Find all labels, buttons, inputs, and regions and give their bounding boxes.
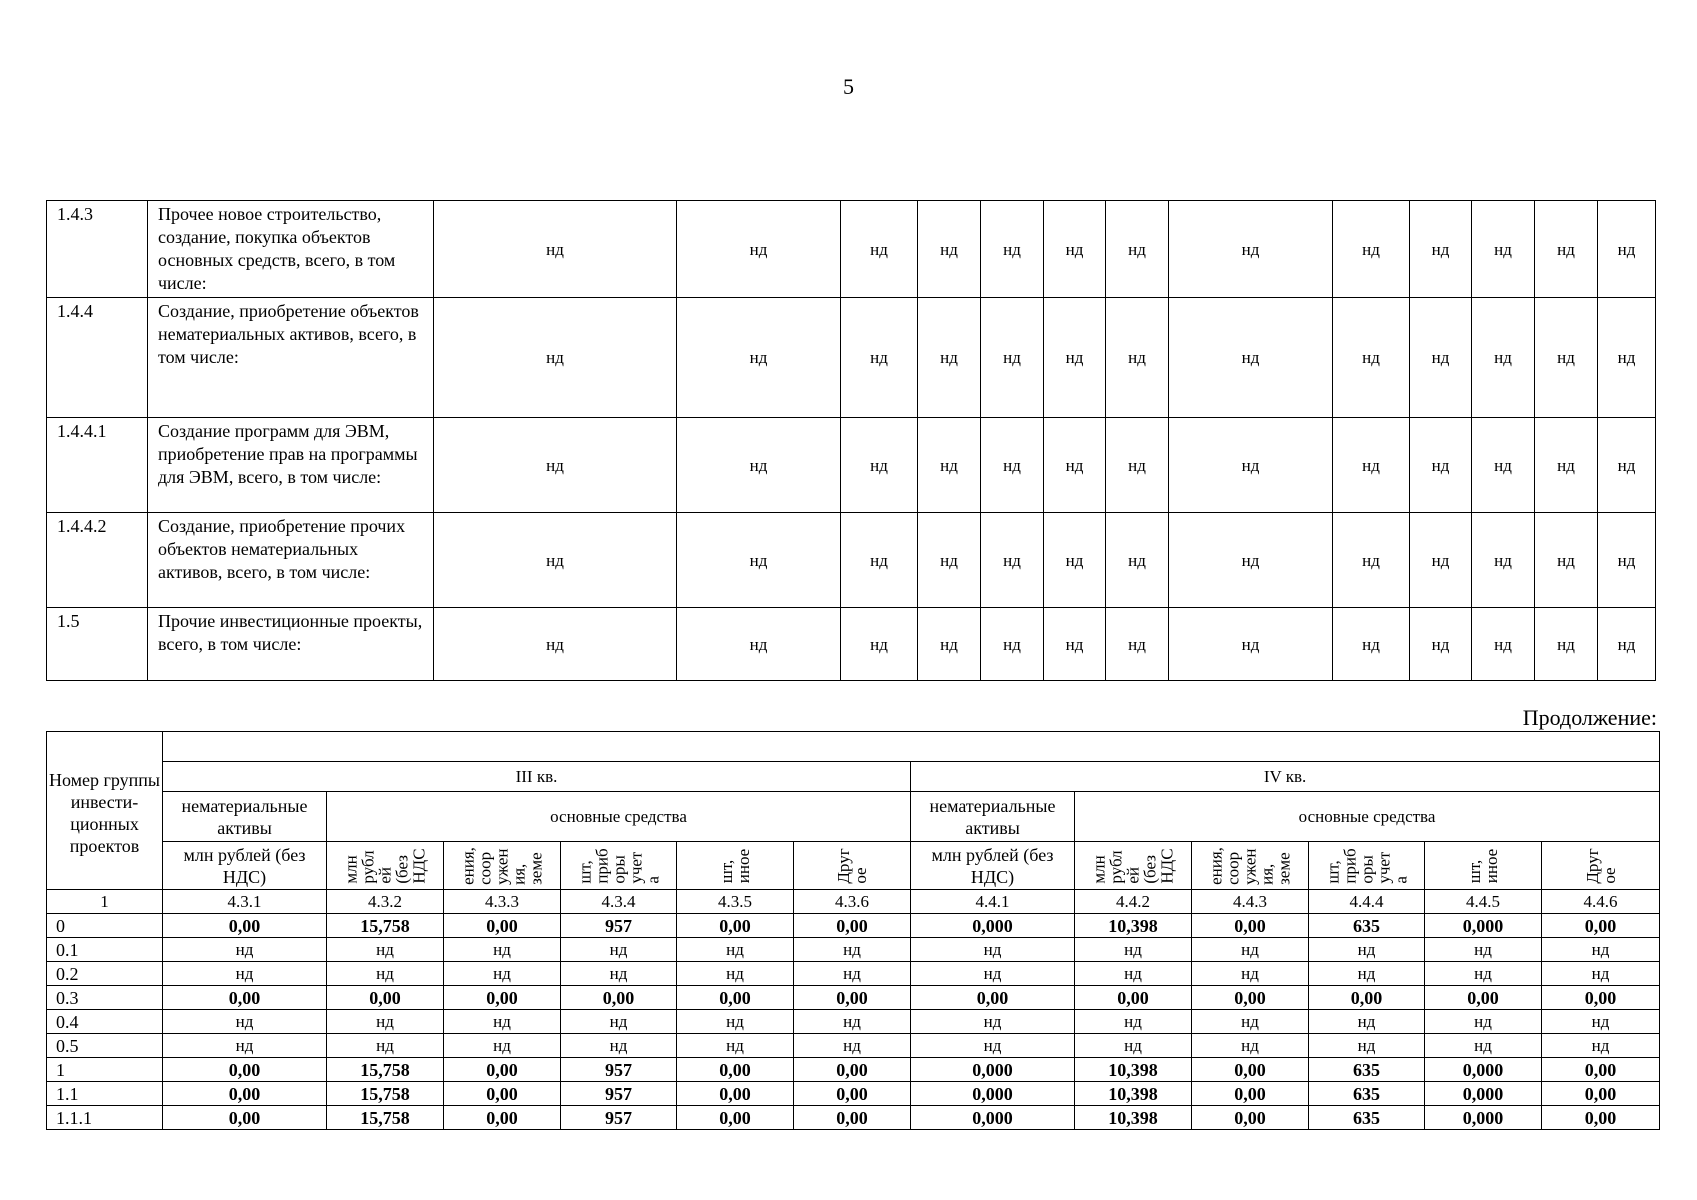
row-code: 0.1: [47, 938, 163, 962]
table-cell: нд: [1472, 201, 1535, 298]
rotated-column-header: [1309, 842, 1425, 890]
table-cell: нд: [327, 938, 444, 962]
table-cell: 635: [1309, 1082, 1425, 1106]
row-code: 1.1: [47, 1082, 163, 1106]
table-cell: 0,00: [677, 1058, 794, 1082]
row-code: 1: [47, 1058, 163, 1082]
column-number: 4.4.1: [911, 890, 1075, 914]
table-cell: нд: [794, 962, 911, 986]
table-cell: нд: [1044, 513, 1106, 608]
table-cell: нд: [434, 418, 677, 513]
group-number-header: Номер группы инвести-ционных проектов: [47, 732, 163, 890]
table-cell: 10,398: [1075, 914, 1192, 938]
row-code: 1.4.4: [47, 298, 148, 418]
table-cell: 0,00: [1542, 986, 1660, 1010]
column-number: 4.4.4: [1309, 890, 1425, 914]
row-description: Создание, приобретение прочих объектов нематериальных активов, всего, в том числе:: [148, 513, 434, 608]
table-cell: 0,000: [1425, 1106, 1542, 1130]
rotated-header-text: Друг ое: [1582, 847, 1619, 884]
table-cell: нд: [677, 418, 841, 513]
table-cell: 0,00: [794, 914, 911, 938]
table-cell: нд: [1192, 1010, 1309, 1034]
table-cell: нд: [1425, 962, 1542, 986]
table-cell: нд: [1075, 938, 1192, 962]
row-description: Создание программ для ЭВМ, приобретение прав на программы для ЭВМ, всего, в том числе:: [148, 418, 434, 513]
table-cell: 0,000: [1425, 914, 1542, 938]
intangible-assets-header-iii: нематериальные активы: [163, 792, 327, 842]
intangible-assets-header-iv: нематериальные активы: [911, 792, 1075, 842]
table-cell: нд: [444, 962, 561, 986]
table-cell: 0,000: [911, 1058, 1075, 1082]
table-cell: нд: [1425, 1010, 1542, 1034]
table-cell: нд: [1309, 962, 1425, 986]
table-cell: нд: [1075, 1010, 1192, 1034]
table-cell: 0,00: [677, 986, 794, 1010]
table-cell: нд: [163, 1010, 327, 1034]
fixed-assets-header-iii: основные средства: [327, 792, 911, 842]
table-cell: нд: [1535, 298, 1598, 418]
table-cell: нд: [561, 1034, 677, 1058]
table-cell: 0,00: [794, 986, 911, 1010]
table-cell: нд: [1472, 513, 1535, 608]
rotated-header-text: Друг ое: [834, 847, 870, 884]
table-cell: 0,00: [163, 1058, 327, 1082]
table-cell: нд: [911, 1010, 1075, 1034]
table-cell: нд: [841, 418, 918, 513]
column-number: 4.4.2: [1075, 890, 1192, 914]
table-cell: 0,000: [1425, 1058, 1542, 1082]
table-row: [47, 201, 1656, 298]
row-code: 0.5: [47, 1034, 163, 1058]
table-cell: нд: [1075, 962, 1192, 986]
table-cell: нд: [911, 938, 1075, 962]
unit-header-iv: млн рублей (без НДС): [911, 842, 1075, 890]
column-number: 4.4.3: [1192, 890, 1309, 914]
table-cell: нд: [1169, 608, 1333, 681]
rotated-column-header: [1075, 842, 1192, 890]
table-row: [47, 1058, 1660, 1082]
table-cell: нд: [841, 608, 918, 681]
table-cell: нд: [1106, 513, 1169, 608]
table-cell: 0,00: [1425, 986, 1542, 1010]
table-cell: нд: [1106, 298, 1169, 418]
table-cell: нд: [327, 1034, 444, 1058]
table-cell: 15,758: [327, 1106, 444, 1130]
fixed-assets-header-iv: основные средства: [1075, 792, 1660, 842]
table-cell: нд: [444, 938, 561, 962]
table-cell: нд: [1333, 418, 1410, 513]
table-cell: нд: [1309, 1034, 1425, 1058]
table-cell: нд: [841, 298, 918, 418]
investment-projects-table-top: [46, 200, 1656, 681]
table-cell: нд: [1410, 201, 1472, 298]
table-cell: 0,00: [1542, 1058, 1660, 1082]
table-cell: нд: [1598, 298, 1656, 418]
rotated-column-header: [1425, 842, 1542, 890]
table-cell: 0,00: [1542, 1082, 1660, 1106]
table-cell: нд: [1535, 418, 1598, 513]
table-cell: нд: [1333, 513, 1410, 608]
column-number: 4.3.4: [561, 890, 677, 914]
table-cell: нд: [1169, 513, 1333, 608]
table-cell: нд: [677, 201, 841, 298]
table-cell: нд: [841, 201, 918, 298]
table-cell: нд: [1542, 1034, 1660, 1058]
table-cell: 0,000: [911, 1106, 1075, 1130]
table-cell: нд: [981, 608, 1044, 681]
rotated-column-header: [677, 842, 794, 890]
table-cell: 0,00: [444, 1106, 561, 1130]
table-cell: нд: [434, 608, 677, 681]
table-cell: 0,00: [163, 1106, 327, 1130]
table-cell: 0,00: [677, 1082, 794, 1106]
row-code: 1.1.1: [47, 1106, 163, 1130]
table-cell: 0,00: [1192, 1106, 1309, 1130]
table-cell: 0,00: [1075, 986, 1192, 1010]
table-cell: нд: [434, 201, 677, 298]
table-cell: нд: [434, 513, 677, 608]
table-cell: нд: [561, 1010, 677, 1034]
table-cell: 957: [561, 914, 677, 938]
rotated-header-text: шт, иное: [717, 848, 753, 883]
table-cell: нд: [444, 1034, 561, 1058]
table-cell: нд: [1410, 298, 1472, 418]
table-cell: нд: [434, 298, 677, 418]
table-cell: нд: [327, 1010, 444, 1034]
page-number: 5: [843, 74, 854, 99]
table-cell: 635: [1309, 914, 1425, 938]
rotated-header-text: ения, соор ужен ия, земе: [458, 846, 546, 885]
table-cell: нд: [1106, 608, 1169, 681]
table-cell: нд: [677, 962, 794, 986]
table-cell: нд: [1075, 1034, 1192, 1058]
table-cell: 15,758: [327, 914, 444, 938]
table-row: [47, 914, 1660, 938]
table-cell: 0,00: [444, 1082, 561, 1106]
column-number: 4.3.2: [327, 890, 444, 914]
table-cell: нд: [1192, 1034, 1309, 1058]
table-cell: нд: [1542, 962, 1660, 986]
table-cell: нд: [1044, 298, 1106, 418]
table-cell: 0,00: [911, 986, 1075, 1010]
table-cell: нд: [561, 938, 677, 962]
table-cell: нд: [1598, 608, 1656, 681]
table-cell: нд: [677, 513, 841, 608]
table-cell: нд: [163, 962, 327, 986]
table-cell: нд: [918, 418, 981, 513]
table-row: [47, 418, 1656, 513]
table-cell: 0,00: [1192, 914, 1309, 938]
table-row: [47, 1082, 1660, 1106]
table-cell: нд: [918, 608, 981, 681]
table-row: [47, 1034, 1660, 1058]
column-number: 4.4.6: [1542, 890, 1660, 914]
table-row: [47, 986, 1660, 1010]
table-cell: нд: [1410, 513, 1472, 608]
row-code: 1.4.4.2: [47, 513, 148, 608]
row-description: Прочие инвестиционные проекты, всего, в том числе:: [148, 608, 434, 681]
table-row: [47, 298, 1656, 418]
table-cell: нд: [1333, 298, 1410, 418]
table-cell: нд: [1410, 608, 1472, 681]
table-cell: 10,398: [1075, 1106, 1192, 1130]
rotated-header-text: шт, приб оры учет а: [1323, 847, 1410, 884]
rotated-column-header: [1542, 842, 1660, 890]
table-cell: нд: [1333, 608, 1410, 681]
table-cell: нд: [1044, 608, 1106, 681]
rotated-header-text: млн рубл ей (без НДС: [341, 847, 429, 884]
table-cell: нд: [911, 1034, 1075, 1058]
rotated-header-text: млн рубл ей (без НДС: [1089, 847, 1177, 884]
table-cell: нд: [1425, 938, 1542, 962]
rotated-column-header: [1192, 842, 1309, 890]
rotated-header-text: ения, соор ужен ия, земе: [1206, 846, 1294, 885]
table-cell: нд: [1169, 418, 1333, 513]
table-cell: нд: [561, 962, 677, 986]
table-cell: 0,00: [794, 1106, 911, 1130]
table-cell: нд: [981, 201, 1044, 298]
table-cell: нд: [677, 938, 794, 962]
table-cell: 10,398: [1075, 1058, 1192, 1082]
table-cell: 0,000: [911, 914, 1075, 938]
table-cell: нд: [1598, 201, 1656, 298]
table-cell: 0,00: [1192, 986, 1309, 1010]
table-cell: нд: [1472, 298, 1535, 418]
row-code: 1.5: [47, 608, 148, 681]
table-cell: 0,000: [911, 1082, 1075, 1106]
table-cell: 0,00: [444, 986, 561, 1010]
table-cell: 0,00: [1192, 1082, 1309, 1106]
table-cell: нд: [1333, 201, 1410, 298]
table-cell: 15,758: [327, 1058, 444, 1082]
table-row: [47, 938, 1660, 962]
table-cell: 0,00: [561, 986, 677, 1010]
table-cell: нд: [1192, 962, 1309, 986]
table-cell: нд: [1542, 938, 1660, 962]
table-cell: 0,00: [794, 1058, 911, 1082]
row-code: 1.4.4.1: [47, 418, 148, 513]
table-cell: 0,00: [444, 914, 561, 938]
table-cell: нд: [1192, 938, 1309, 962]
table-cell: нд: [1169, 298, 1333, 418]
table-row: [47, 1106, 1660, 1130]
table-cell: нд: [918, 513, 981, 608]
table-cell: нд: [327, 962, 444, 986]
table-cell: нд: [677, 298, 841, 418]
table-cell: нд: [1044, 418, 1106, 513]
table-row: [47, 608, 1656, 681]
table-cell: 15,758: [327, 1082, 444, 1106]
table-cell: 0,00: [1192, 1058, 1309, 1082]
table-cell: нд: [1542, 1010, 1660, 1034]
table-cell: нд: [1535, 201, 1598, 298]
table-cell: 0,000: [1425, 1082, 1542, 1106]
table-cell: 0,00: [327, 986, 444, 1010]
table-cell: 0,00: [444, 1058, 561, 1082]
table-cell: 635: [1309, 1058, 1425, 1082]
table-cell: нд: [1472, 608, 1535, 681]
table-cell: 0,00: [1542, 914, 1660, 938]
table-cell: нд: [1535, 608, 1598, 681]
table-cell: 957: [561, 1058, 677, 1082]
rotated-header-text: шт, иное: [1465, 848, 1501, 883]
table-cell: 0,00: [163, 1082, 327, 1106]
table-cell: 0,00: [163, 986, 327, 1010]
row-code: 0.2: [47, 962, 163, 986]
table-cell: нд: [794, 1034, 911, 1058]
table-cell: нд: [1106, 201, 1169, 298]
column-number: 4.3.1: [163, 890, 327, 914]
row-code: 0.3: [47, 986, 163, 1010]
column-number: 1: [47, 890, 163, 914]
row-code: 0.4: [47, 1010, 163, 1034]
column-number: 4.4.5: [1425, 890, 1542, 914]
table-cell: нд: [911, 962, 1075, 986]
rotated-column-header: [561, 842, 677, 890]
table-cell: нд: [918, 201, 981, 298]
table-row: [47, 962, 1660, 986]
table-cell: 0,00: [1309, 986, 1425, 1010]
table-cell: 0,00: [677, 914, 794, 938]
table-cell: нд: [1410, 418, 1472, 513]
table-cell: 957: [561, 1082, 677, 1106]
row-description: Создание, приобретение объектов нематериальных активов, всего, в том числе:: [148, 298, 434, 418]
table-cell: нд: [1044, 201, 1106, 298]
table-cell: нд: [677, 1034, 794, 1058]
table-cell: нд: [1309, 938, 1425, 962]
table-cell: нд: [794, 1010, 911, 1034]
table-cell: нд: [981, 298, 1044, 418]
table-cell: нд: [163, 1034, 327, 1058]
row-code: 1.4.3: [47, 201, 148, 298]
table-cell: нд: [677, 608, 841, 681]
table-cell: 10,398: [1075, 1082, 1192, 1106]
continuation-label: Продолжение:: [1522, 705, 1657, 730]
table-cell: нд: [841, 513, 918, 608]
table-cell: нд: [163, 938, 327, 962]
table-cell: нд: [1425, 1034, 1542, 1058]
investment-projects-table-continuation: [46, 731, 1660, 1130]
table-cell: 0,00: [163, 914, 327, 938]
row-code: 0: [47, 914, 163, 938]
table-cell: нд: [1169, 201, 1333, 298]
header-blank-row: [163, 732, 1660, 762]
rotated-column-header: [794, 842, 911, 890]
table-cell: нд: [677, 1010, 794, 1034]
table-row: [47, 513, 1656, 608]
rotated-column-header: [444, 842, 561, 890]
table-cell: 0,00: [794, 1082, 911, 1106]
row-description: Прочее новое строительство, создание, покупка объектов основных средств, всего, в том числе:: [148, 201, 434, 298]
table-cell: 0,00: [677, 1106, 794, 1130]
table-cell: нд: [1106, 418, 1169, 513]
table-cell: нд: [1598, 513, 1656, 608]
table-cell: нд: [981, 418, 1044, 513]
rotated-column-header: [327, 842, 444, 890]
column-number: 4.3.6: [794, 890, 911, 914]
column-number: 4.3.3: [444, 890, 561, 914]
table-cell: 0,00: [1542, 1106, 1660, 1130]
table-cell: 957: [561, 1106, 677, 1130]
table-cell: нд: [1598, 418, 1656, 513]
table-cell: нд: [1535, 513, 1598, 608]
table-cell: нд: [444, 1010, 561, 1034]
table-row: [47, 1010, 1660, 1034]
quarter-iii-header: III кв.: [163, 762, 911, 792]
table-cell: нд: [918, 298, 981, 418]
unit-header-iii: млн рублей (без НДС): [163, 842, 327, 890]
table-cell: 635: [1309, 1106, 1425, 1130]
table-cell: нд: [1309, 1010, 1425, 1034]
column-number: 4.3.5: [677, 890, 794, 914]
table-cell: нд: [981, 513, 1044, 608]
table-cell: нд: [794, 938, 911, 962]
rotated-header-text: шт, приб оры учет а: [575, 847, 662, 884]
quarter-iv-header: IV кв.: [911, 762, 1660, 792]
table-cell: нд: [1472, 418, 1535, 513]
